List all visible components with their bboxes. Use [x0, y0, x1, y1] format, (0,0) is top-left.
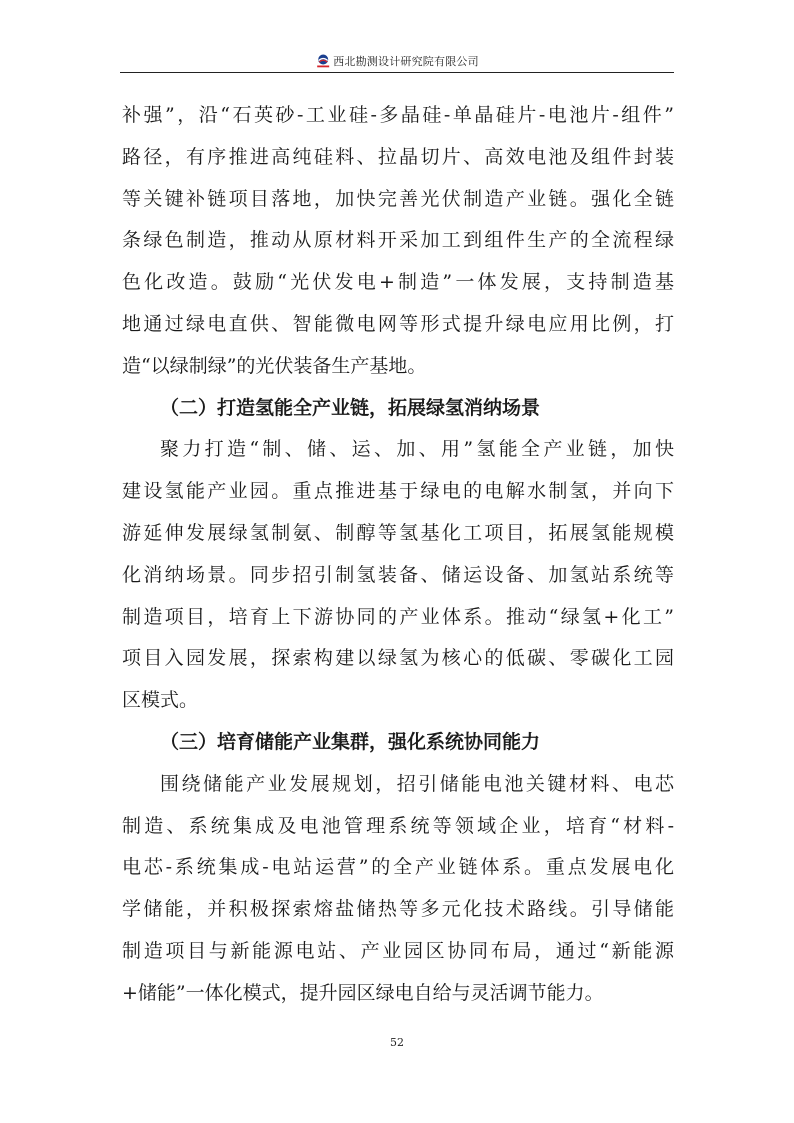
- paragraph-pv-manufacturing: [122, 95, 674, 388]
- company-name: 西北勘测设计研究院有限公司: [333, 55, 479, 68]
- page-number: 52: [390, 1036, 404, 1049]
- text-line: +储能”一体化模式，提升园区绿电自给与灵活调节能力。: [122, 981, 604, 1004]
- document-body: [122, 95, 674, 1015]
- text-line: 制造项目，培育上下游协同的产业体系。推动“绿氢+化工”: [122, 605, 674, 628]
- text-line: 建设氢能产业园。重点推进基于绿电的电解水制氢，并向下: [122, 480, 674, 503]
- section-heading-energy-storage: （三）培育储能产业集群，强化系统协同能力: [160, 730, 541, 753]
- text-line: 色化改造。鼓励“光伏发电+制造”一体发展，支持制造基: [122, 271, 674, 294]
- page-header: [120, 50, 674, 73]
- text-line: 造“以绿制绿”的光伏装备生产基地。: [122, 354, 427, 377]
- paragraph-hydrogen: [122, 429, 674, 722]
- text-line: 化消纳场景。同步招引制氢装备、储运设备、加氢站系统等: [122, 563, 674, 586]
- text-line: 聚力打造“制、储、运、加、用”氢能全产业链，加快: [160, 438, 674, 461]
- text-line: 游延伸发展绿氢制氨、制醇等氢基化工项目，拓展氢能规模: [122, 521, 674, 544]
- text-line: 电芯-系统集成-电站运营”的全产业链体系。重点发展电化: [122, 856, 674, 879]
- section-heading-hydrogen: （二）打造氢能全产业链，拓展绿氢消纳场景: [160, 396, 541, 419]
- text-line: 区模式。: [122, 689, 199, 712]
- company-logo-icon: [315, 53, 331, 69]
- header-content: [315, 53, 479, 69]
- text-line: 条绿色制造，推动从原材料开采加工到组件生产的全流程绿: [122, 229, 674, 252]
- text-line: 等关键补链项目落地，加快完善光伏制造产业链。强化全链: [122, 187, 674, 210]
- text-line: 补强”，沿“石英砂-工业硅-多晶硅-单晶硅片-电池片-组件”: [122, 104, 674, 126]
- paragraph-energy-storage: [122, 764, 674, 1015]
- text-line: 制造、系统集成及电池管理系统等领域企业，培育“材料-: [122, 814, 674, 837]
- text-line: 地通过绿电直供、智能微电网等形式提升绿电应用比例，打: [122, 312, 674, 335]
- text-line: 项目入园发展，探索构建以绿氢为核心的低碳、零碳化工园: [122, 647, 674, 670]
- text-line: 路径，有序推进高纯硅料、拉晶切片、高效电池及组件封装: [122, 145, 674, 168]
- text-line: 围绕储能产业发展规划，招引储能电池关键材料、电芯: [160, 772, 674, 795]
- text-line: 学储能，并积极探索熔盐储热等多元化技术路线。引导储能: [122, 898, 674, 921]
- text-line: 制造项目与新能源电站、产业园区协同布局，通过“新能源: [122, 939, 674, 962]
